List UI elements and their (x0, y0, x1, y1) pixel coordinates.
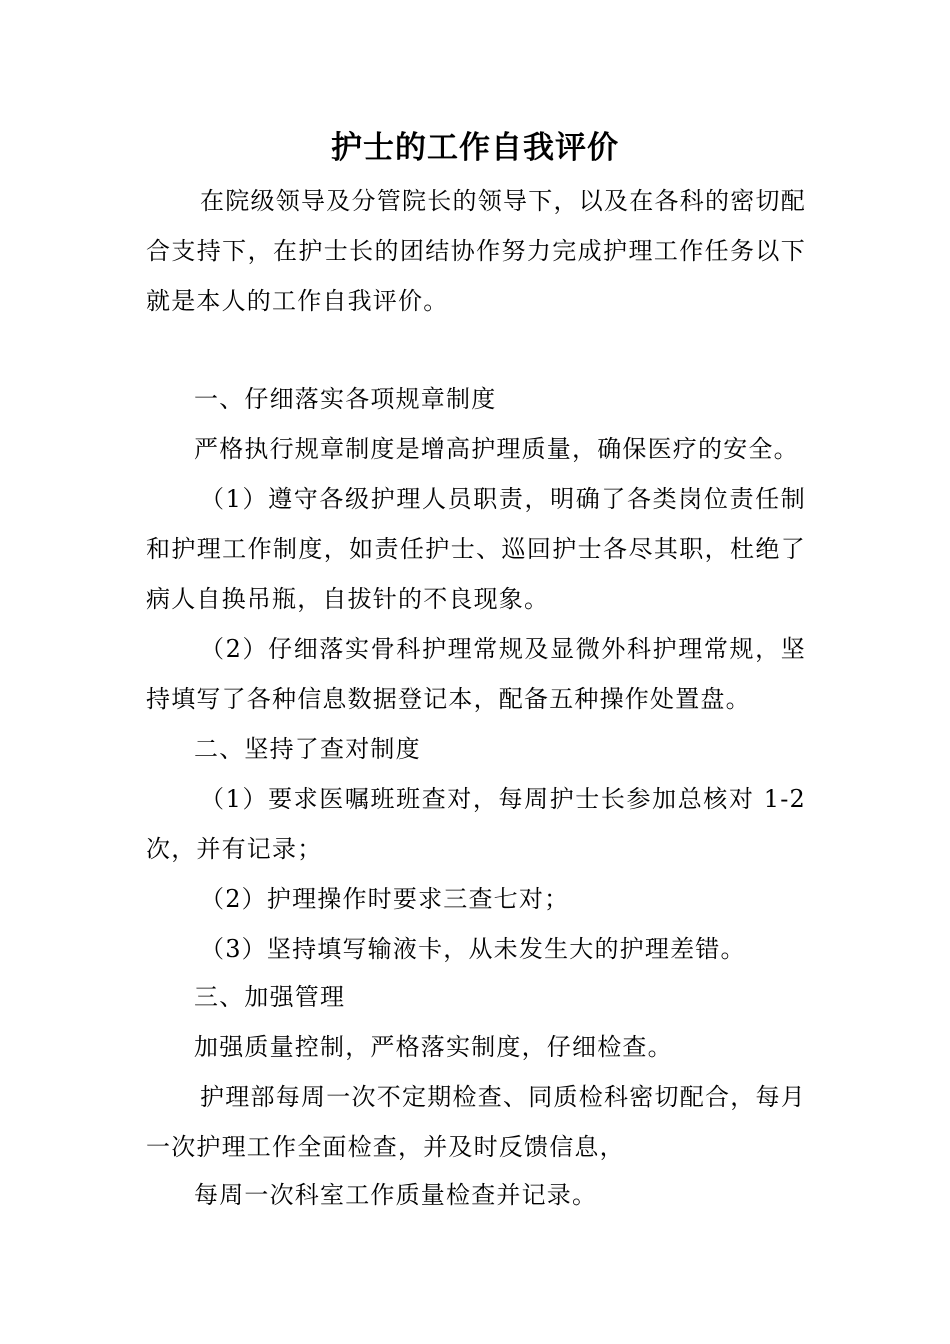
section-1-paragraph: 严格执行规章制度是增高护理质量，确保医疗的安全。 (194, 435, 799, 463)
section-1-item-1: （1）遵守各级护理人员职责，明确了各类岗位责任制和护理工作制度，如责任护士、巡回护士各尽其职，杜绝了病人自换吊瓶，自拔针的不良现象。 (146, 485, 806, 613)
section-3-paragraph-3: 每周一次科室工作质量检查并记录。 (194, 1181, 598, 1209)
section-heading-1: 一、仔细落实各项规章制度 (194, 385, 497, 413)
section-heading-3: 三、加强管理 (194, 983, 346, 1011)
section-2-item-2: （2）护理操作时要求三查七对； (200, 885, 570, 913)
intro-paragraph: 在院级领导及分管院长的领导下，以及在各科的密切配合支持下，在护士长的团结协作努力完成护理工作任务以下就是本人的工作自我评价。 (146, 187, 806, 315)
document-title: 护士的工作自我评价 (331, 130, 619, 166)
section-2-item-3: （3）坚持填写输液卡，从未发生大的护理差错。 (200, 935, 746, 963)
section-3-paragraph-1: 加强质量控制，严格落实制度，仔细检查。 (194, 1033, 673, 1061)
section-3-paragraph-2: 护理部每周一次不定期检查、同质检科密切配合，每月一次护理工作全面检查，并及时反馈信息， (146, 1083, 806, 1161)
section-1-item-2: （2）仔细落实骨科护理常规及显微外科护理常规，坚持填写了各种信息数据登记本，配备五种操作处置盘。 (146, 635, 806, 713)
section-heading-2: 二、坚持了查对制度 (194, 735, 421, 763)
section-2-item-1: （1）要求医嘱班班查对，每周护士长参加总核对 1-2 次，并有记录； (146, 785, 806, 863)
